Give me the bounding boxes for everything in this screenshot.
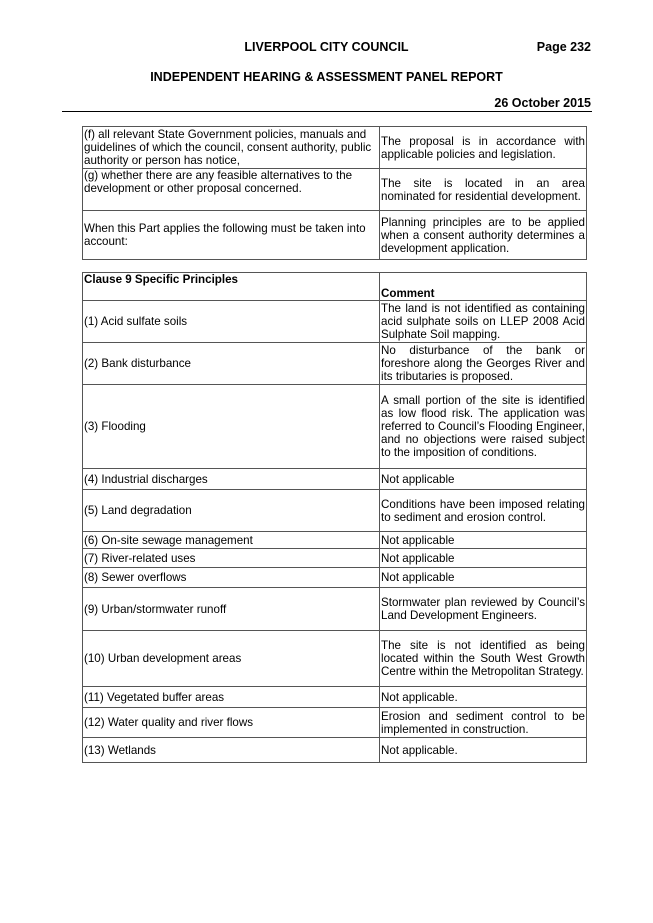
- table-cell-comment: The site is located in an area nominated for residential development.: [380, 169, 587, 211]
- table-row: [83, 469, 587, 490]
- principles-table: [82, 272, 587, 763]
- table-cell-comment: Not applicable: [380, 568, 587, 588]
- table-cell-comment: No disturbance of the bank or foreshore along the Georges River and its tributaries is proposed.: [381, 344, 585, 383]
- table-cell-comment: Conditions have been imposed relating to sediment and erosion control.: [380, 490, 587, 532]
- table-cell-comment: Not applicable: [380, 532, 587, 549]
- table-cell-comment: Not applicable: [380, 549, 587, 568]
- table-cell-comment: Not applicable.: [380, 687, 587, 708]
- table-cell-principle: (7) River-related uses: [83, 549, 380, 568]
- table-cell-principle: (1) Acid sulfate soils: [83, 301, 380, 343]
- table-row: [83, 738, 587, 763]
- table-cell-comment: Not applicable.: [380, 738, 587, 763]
- report-title: INDEPENDENT HEARING & ASSESSMENT PANEL REPORT: [150, 70, 503, 84]
- table-cell-comment: The proposal is in accordance with applicable policies and legislation.: [380, 127, 587, 169]
- header-divider: [62, 111, 592, 112]
- table-row: [83, 127, 587, 169]
- page-number: Page 232: [536, 40, 591, 54]
- table-cell-principle: (8) Sewer overflows: [83, 568, 380, 588]
- table-row: [83, 343, 587, 385]
- table-cell-criterion: When this Part applies the following must be taken into account:: [83, 211, 380, 260]
- table-header-principles: Clause 9 Specific Principles: [83, 273, 380, 301]
- table-cell-principle: (4) Industrial discharges: [83, 469, 380, 490]
- report-date: 26 October 2015: [494, 96, 591, 110]
- table-cell-principle: (13) Wetlands: [83, 738, 380, 763]
- table-cell-criterion: (g) whether there are any feasible alternatives to the development or other proposal concerned.: [83, 169, 380, 211]
- table-cell-principle: (10) Urban development areas: [83, 631, 380, 687]
- table-row: [83, 631, 587, 687]
- table-cell-principle: (5) Land degradation: [83, 490, 380, 532]
- table-cell-comment: Planning principles are to be applied when a consent authority determines a development application.: [380, 211, 587, 260]
- table-row: [83, 708, 587, 738]
- table-cell-comment: Erosion and sediment control to be implemented in construction.: [381, 709, 585, 736]
- table-cell-comment: A small portion of the site is identified as low flood risk. The application was referred to Council’s Flooding Engineer, and no objections were raised subject to the imposition of conditions.: [380, 385, 587, 469]
- table-row: [83, 532, 587, 549]
- table-cell-comment: Stormwater plan reviewed by Council’s Land Development Engineers.: [380, 588, 587, 631]
- table-header-comment: Comment: [380, 273, 587, 301]
- table-row: [83, 301, 587, 343]
- table-cell-criterion: (f) all relevant State Government policies, manuals and guidelines of which the council, consent authority, public authority or person has notice,: [83, 127, 380, 169]
- table-row: [83, 211, 587, 260]
- table-cell-principle: (11) Vegetated buffer areas: [83, 687, 380, 708]
- council-name: LIVERPOOL CITY COUNCIL: [244, 40, 409, 54]
- table-row: [83, 490, 587, 532]
- table-row: [83, 588, 587, 631]
- considerations-table: [82, 126, 587, 260]
- table-row: [83, 568, 587, 588]
- table-cell-principle: (3) Flooding: [83, 385, 380, 469]
- table-row: [83, 687, 587, 708]
- table-row: [83, 169, 587, 211]
- table-cell-comment: Not applicable: [380, 469, 587, 490]
- table-row: [83, 385, 587, 469]
- table-row: [83, 549, 587, 568]
- table-cell-principle: (2) Bank disturbance: [83, 343, 380, 385]
- table-cell-principle: (12) Water quality and river flows: [83, 708, 380, 738]
- table-cell-principle: (9) Urban/stormwater runoff: [83, 588, 380, 631]
- table-cell-comment: The site is not identified as being located within the South West Growth Centre within the Metropolitan Strategy.: [380, 631, 587, 687]
- table-cell-principle: (6) On-site sewage management: [83, 532, 380, 549]
- table-header-row: [83, 273, 587, 301]
- table-cell-comment: The land is not identified as containing acid sulphate soils on LLEP 2008 Acid Sulphate Soil mapping.: [381, 302, 585, 341]
